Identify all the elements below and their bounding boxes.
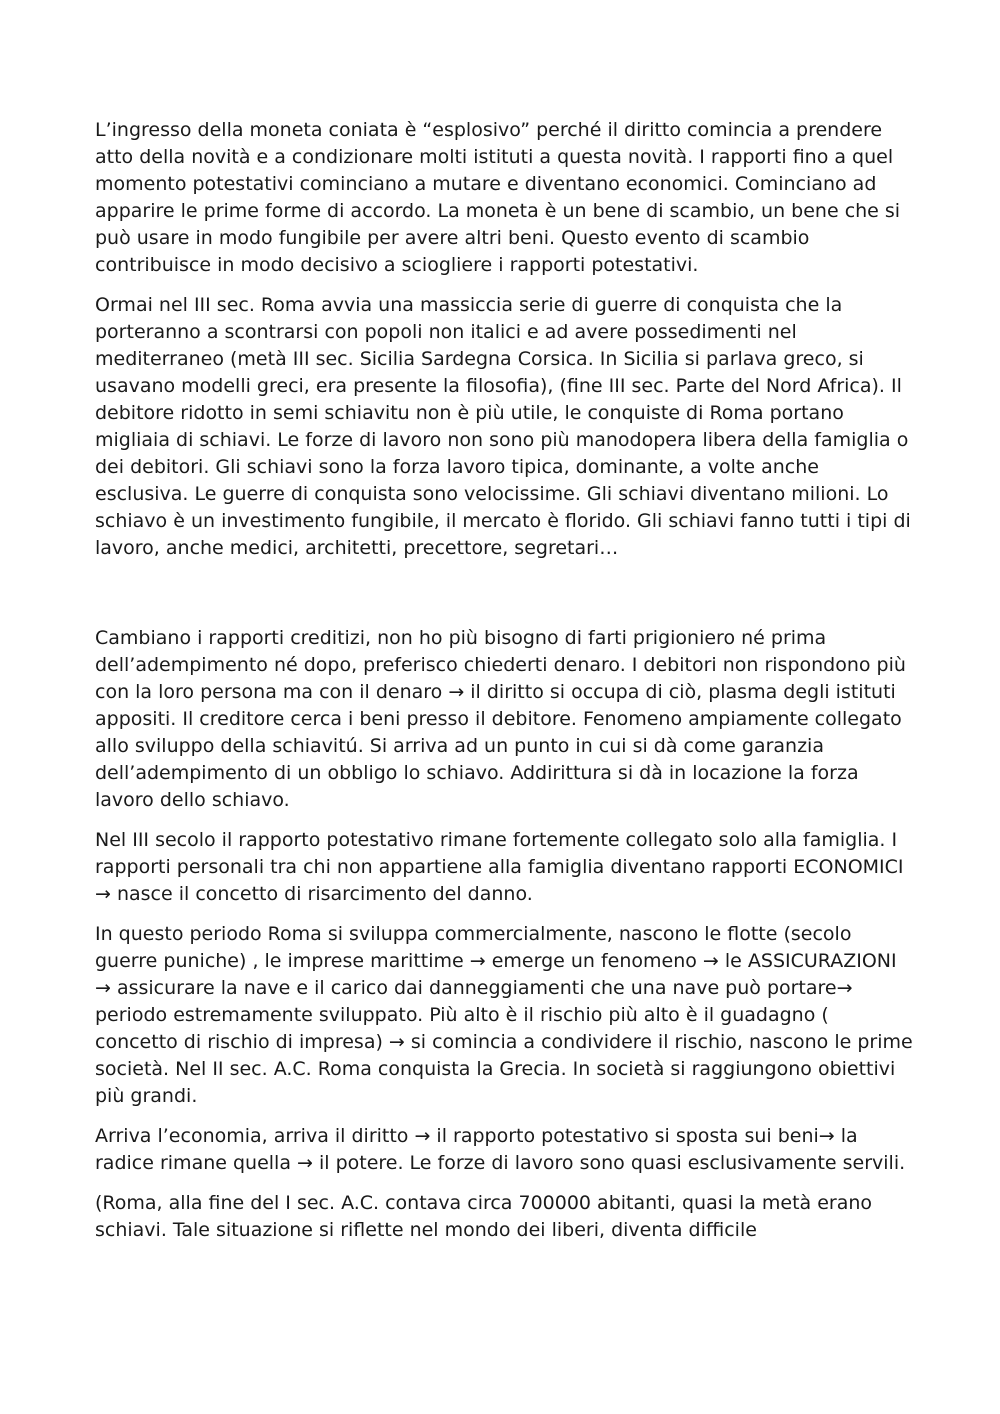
paragraph-popolazione-roma: (Roma, alla fine del I sec. A.C. contava circa 700000 abitanti, quasi la metà erano schiavi. Tale situazione si riflette nel mondo dei liberi, diventa difficile	[95, 1192, 873, 1241]
document-page	[95, 117, 915, 1257]
paragraph-economia-diritto: Arriva l’economia, arriva il diritto → il rapporto potestativo si sposta sui beni→ la radice rimane quella → il potere. Le forze di lavoro sono quasi esclusivamente servili.	[95, 1125, 906, 1174]
paragraph-guerre-di-conquista: Ormai nel III sec. Roma avvia una massiccia serie di guerre di conquista che la porteranno a scontrarsi con popoli non italici e ad avere possedimenti nel mediterraneo (metà III sec. Sicilia Sardegna Corsica. In Sicilia si parlava greco, si usavano modelli greci, era presente la filosofia), (fine III sec. Parte del Nord Africa). Il debitore ridotto in semi schiavitu non è più utile, le conquiste di Roma portano migliaia di schiavi. Le forze di lavoro non sono più manodopera libera della famiglia o dei debitori. Gli schiavi sono la forza lavoro tipica, dominante, a volte anche esclusiva. Le guerre di conquista sono velocissime. Gli schiavi diventano milioni. Lo schiavo è un investimento fungibile, il mercato è florido. Gli schiavi fanno tutti i tipi di lavoro, anche medici, architetti, precettore, segretari…	[95, 294, 911, 559]
paragraph-sviluppo-commerciale: In questo periodo Roma si sviluppa commercialmente, nascono le flotte (secolo guerre puniche) , le imprese marittime → emerge un fenomeno → le ASSICURAZIONI → assicurare la nave e il carico dai danneggiamenti che una nave può portare→ periodo estremamente sviluppato. Più alto è il rischio più alto è il guadagno ( concetto di rischio di impresa) → si comincia a condividere il rischio, nascono le prime società. Nel II sec. A.C. Roma conquista la Grecia. In società si raggiungono obiettivi più grandi.	[95, 923, 913, 1107]
paragraph-rapporti-creditizi: Cambiano i rapporti creditizi, non ho più bisogno di farti prigioniero né prima dell’adempimento né dopo, preferisco chiederti denaro. I debitori non rispondono più con la loro persona ma con il denaro → il diritto si occupa di ciò, plasma degli istituti appositi. Il creditore cerca i beni presso il debitore. Fenomeno ampiamente collegato allo sviluppo della schiavitú. Si arriva ad un punto in cui si dà come garanzia dell’adempimento di un obbligo lo schiavo. Addirittura si dà in locazione la forza lavoro dello schiavo.	[95, 627, 906, 811]
paragraph-rapporto-potestativo: Nel III secolo il rapporto potestativo rimane fortemente collegato solo alla famiglia. I rapporti personali tra chi non appartiene alla famiglia diventano rapporti ECONOMICI → nasce il concetto di risarcimento del danno.	[95, 829, 904, 905]
paragraph-moneta-coniata: L’ingresso della moneta coniata è “esplosivo” perché il diritto comincia a prendere atto della novità e a condizionare molti istituti a questa novità. I rapporti fino a quel momento potestativi cominciano a mutare e diventano economici. Cominciano ad apparire le prime forme di accordo. La moneta è un bene di scambio, un bene che si può usare in modo fungibile per avere altri beni. Questo evento di scambio contribuisce in modo decisivo a sciogliere i rapporti potestativi.	[95, 119, 901, 276]
